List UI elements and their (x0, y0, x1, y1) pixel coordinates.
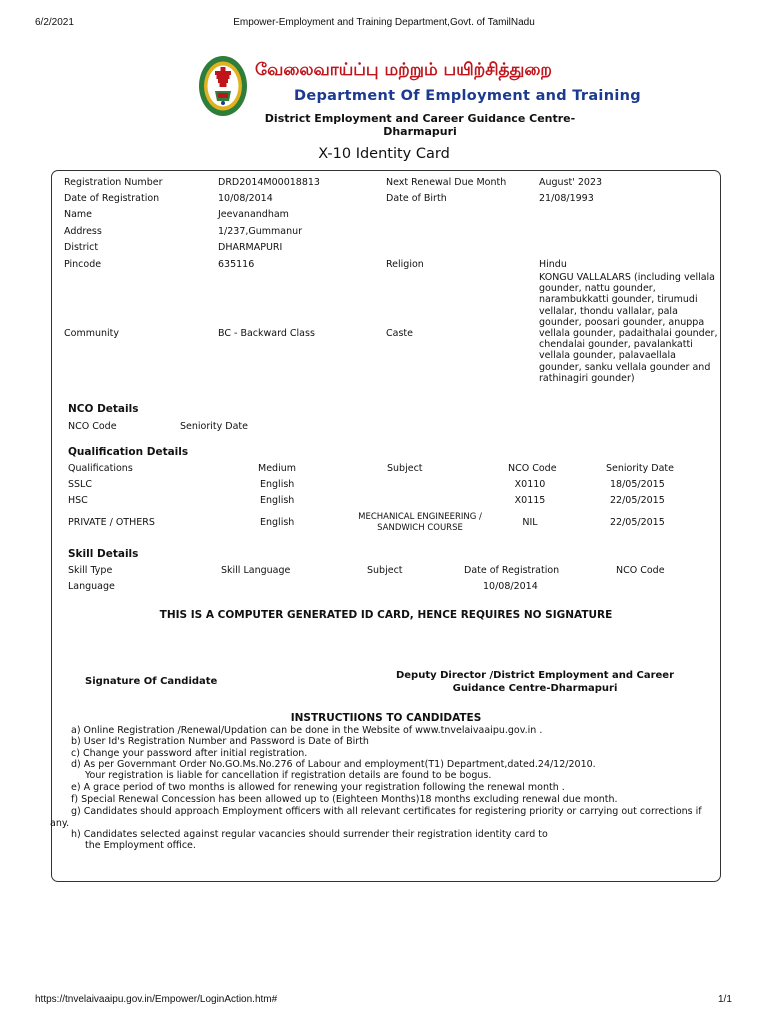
dob-value: 21/08/1993 (539, 193, 594, 204)
qual-row-nco: X0115 (514, 495, 546, 506)
caste-value: KONGU VALLALARS (including vellala gounder, nattu gounder, narambukkatti gounder, tirumudi vellalar, thondu vallalar, pala gounder, poosari gounder, anuppa vellala gounder, padaithalai gounder, chendalai gounder, pavalankatti vellala gounder, palavaellala gounder, sanku vellala gounder and rathinagiri gounder) (539, 272, 718, 384)
district-label: District (64, 242, 99, 253)
centre-name-line2: Dharmapuri (383, 125, 457, 138)
print-title: Empower-Employment and Training Department,Govt. of TamilNadu (233, 17, 535, 28)
nco-code-label: NCO Code (68, 421, 117, 432)
dob-label: Date of Birth (386, 193, 447, 204)
qual-row-date: 22/05/2015 (610, 495, 665, 506)
officer-signature-label (375, 669, 695, 695)
qual-row-qualification: PRIVATE / OTHERS (68, 517, 155, 528)
district-value: DHARMAPURI (218, 242, 283, 253)
instruction-h-line1: h) Candidates selected against regular vacancies should surrender their registration identity card to (71, 829, 548, 840)
skill-col-subject: Subject (367, 565, 403, 576)
renewal-month-label: Next Renewal Due Month (386, 177, 507, 188)
caste-label: Caste (386, 328, 413, 339)
religion-label: Religion (386, 259, 424, 270)
instruction-e: e) A grace period of two months is allowed for renewing your registration following the renewal month . (71, 782, 565, 793)
computer-generated-notice: THIS IS A COMPUTER GENERATED ID CARD, HENCE REQUIRES NO SIGNATURE (159, 609, 613, 621)
qual-row-qualification: SSLC (68, 479, 92, 490)
qual-row-medium: English (260, 479, 295, 490)
qual-row-subject-line1: MECHANICAL ENGINEERING / (358, 512, 482, 522)
centre-name-line1: District Employment and Career Guidance Centre- (264, 112, 576, 125)
instruction-h-line2: the Employment office. (85, 840, 196, 851)
skill-col-nco-code: NCO Code (616, 565, 665, 576)
officer-signature-line1: Deputy Director /District Employment and Career (395, 670, 675, 681)
community-label: Community (64, 328, 119, 339)
qual-row-date: 22/05/2015 (610, 517, 665, 528)
qual-col-qualifications: Qualifications (68, 463, 133, 474)
card-title: X-10 Identity Card (318, 146, 450, 162)
address-value: 1/237,Gummanur (218, 226, 303, 237)
nco-details-heading: NCO Details (68, 403, 139, 415)
instruction-d-line1: d) As per Governmant Order No.GO.Ms.No.276 of Labour and employment(T1) Department,dated.24/12/2010. (71, 759, 596, 770)
qual-row-subject-line2: SANDWICH COURSE (377, 523, 463, 533)
qual-col-nco-code: NCO Code (508, 463, 557, 474)
officer-signature-line2: Guidance Centre-Dharmapuri (452, 683, 618, 694)
renewal-month-value: August' 2023 (539, 177, 603, 188)
qualification-details-heading: Qualification Details (68, 446, 189, 458)
registration-date-value: 10/08/2014 (218, 193, 273, 204)
candidate-signature-label: Signature Of Candidate (85, 676, 218, 687)
print-page-number: 1/1 (718, 994, 732, 1005)
nco-seniority-label: Seniority Date (180, 421, 248, 432)
qual-col-seniority-date: Seniority Date (606, 463, 674, 474)
community-value: BC - Backward Class (218, 328, 315, 339)
org-tamil-name: வேலைவாய்ப்பு மற்றும் பயிற்சித்துறை (255, 60, 553, 80)
registration-number-value: DRD2014M00018813 (218, 177, 320, 188)
tamilnadu-emblem-logo (198, 55, 248, 117)
qual-row-date: 18/05/2015 (610, 479, 665, 490)
org-department-name: Department Of Employment and Training (294, 88, 641, 104)
qual-row-qualification: HSC (68, 495, 88, 506)
skill-row-date: 10/08/2014 (483, 581, 538, 592)
religion-value: Hindu (539, 259, 567, 270)
address-label: Address (64, 226, 102, 237)
print-url: https://tnvelaivaaipu.gov.in/Empower/LoginAction.htm# (35, 994, 278, 1005)
qual-col-medium: Medium (258, 463, 296, 474)
qual-row-medium: English (260, 517, 295, 528)
qual-col-subject: Subject (387, 463, 423, 474)
skill-col-language: Skill Language (221, 565, 291, 576)
qual-row-nco: NIL (522, 517, 538, 528)
name-value: Jeevanandham (218, 209, 289, 220)
instructions-heading: INSTRUCTIIONS TO CANDIDATES (290, 712, 482, 724)
instruction-c: c) Change your password after initial registration. (71, 748, 308, 759)
pincode-label: Pincode (64, 259, 102, 270)
instruction-b: b) User Id's Registration Number and Password is Date of Birth (71, 736, 369, 747)
registration-date-label: Date of Registration (64, 193, 160, 204)
pincode-value: 635116 (218, 259, 255, 270)
skill-row-type: Language (68, 581, 115, 592)
instruction-f: f) Special Renewal Concession has been allowed up to (Eighteen Months)18 months excluding renewal due month. (71, 794, 618, 805)
registration-number-label: Registration Number (64, 177, 163, 188)
qual-row-nco: X0110 (514, 479, 546, 490)
print-date: 6/2/2021 (35, 17, 74, 28)
instruction-d-line2: Your registration is liable for cancellation if registration details are found to be bogus. (85, 770, 492, 781)
skill-col-type: Skill Type (68, 565, 113, 576)
name-label: Name (64, 209, 93, 220)
instruction-g-line2: any. (50, 818, 70, 829)
centre-name (255, 112, 585, 138)
skill-details-heading: Skill Details (68, 548, 139, 560)
instruction-g-line1: g) Candidates should approach Employment officers with all relevant certificates for registering priority or carrying out corrections if (71, 806, 702, 817)
skill-col-registration-date: Date of Registration (464, 565, 560, 576)
qual-row-medium: English (260, 495, 295, 506)
instruction-a: a) Online Registration /Renewal/Updation can be done in the Website of www.tnvelaivaaipu.gov.in . (71, 725, 543, 736)
